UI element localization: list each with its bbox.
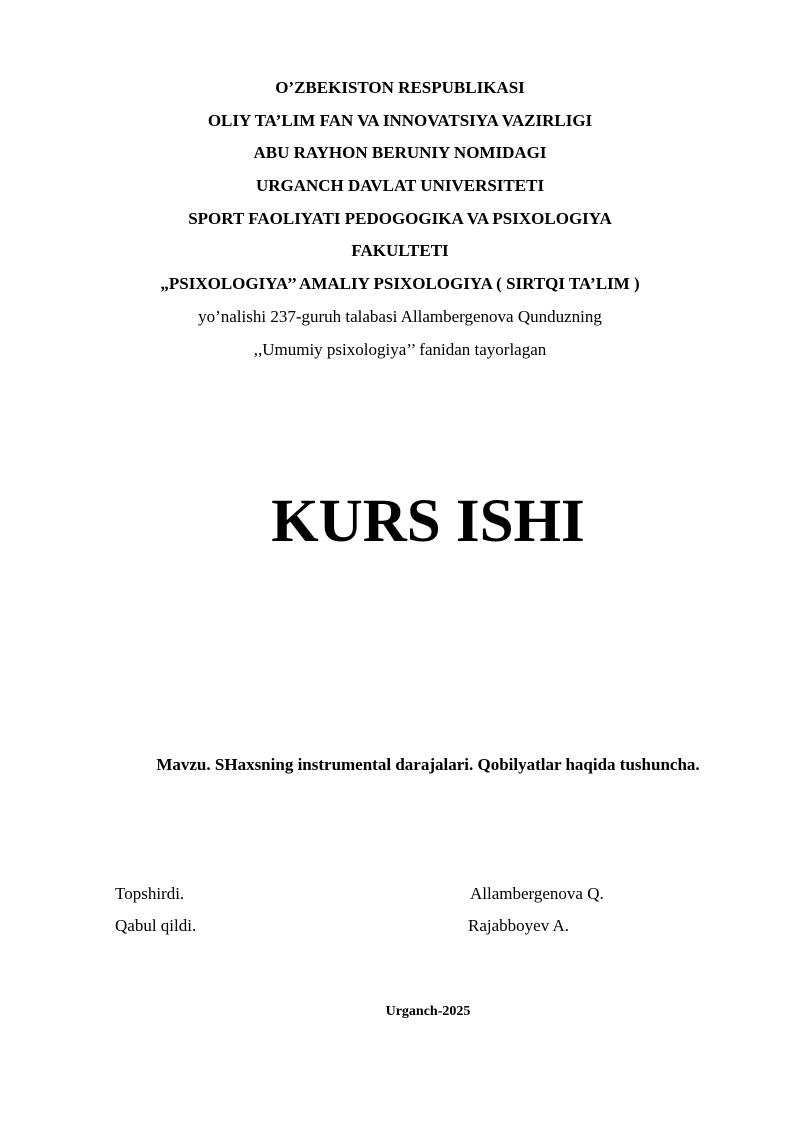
header-ministry: OLIY TA’LIM FAN VA INNOVATSIYA VAZIRLIGI [207, 110, 593, 130]
institution-header [0, 76, 800, 370]
header-faculty-word: FAKULTETI [351, 241, 449, 261]
place-year-footer: Urganch-2025 [385, 1004, 471, 1019]
header-country: O’ZBEKISTON RESPUBLIKASI [275, 78, 525, 97]
document-title: KURS ISHI [271, 488, 585, 555]
submitted-name: Allambergenova Q. [470, 884, 604, 903]
header-named-after: ABU RAYHON BERUNIY NOMIDAGI [253, 143, 547, 163]
submitted-label: Topshirdi. [115, 884, 185, 903]
header-department: „PSIXOLOGIYA’’ AMALIY PSIXOLOGIYA ( SIRTQI TA’LIM ) [160, 274, 640, 294]
header-university: URGANCH DAVLAT UNIVERSITETI [255, 176, 545, 196]
accepted-row [115, 914, 715, 938]
accepted-name: Rajabboyev A. [468, 916, 570, 935]
header-subject-line: ,,Umumiy psixologiya’’ fanidan tayorlagan [253, 339, 547, 359]
submitted-row [115, 882, 715, 906]
topic-line: Mavzu. SHaxsning instrumental darajalari. Qobilyatlar haqida tushuncha. [156, 755, 700, 774]
accepted-label: Qabul qildi. [115, 916, 197, 935]
header-student-line: yo’nalishi 237-guruh talabasi Allambergenova Qunduzning [198, 306, 602, 326]
header-faculty: SPORT FAOLIYATI PEDOGOGIKA VA PSIXOLOGIYA [188, 208, 612, 228]
